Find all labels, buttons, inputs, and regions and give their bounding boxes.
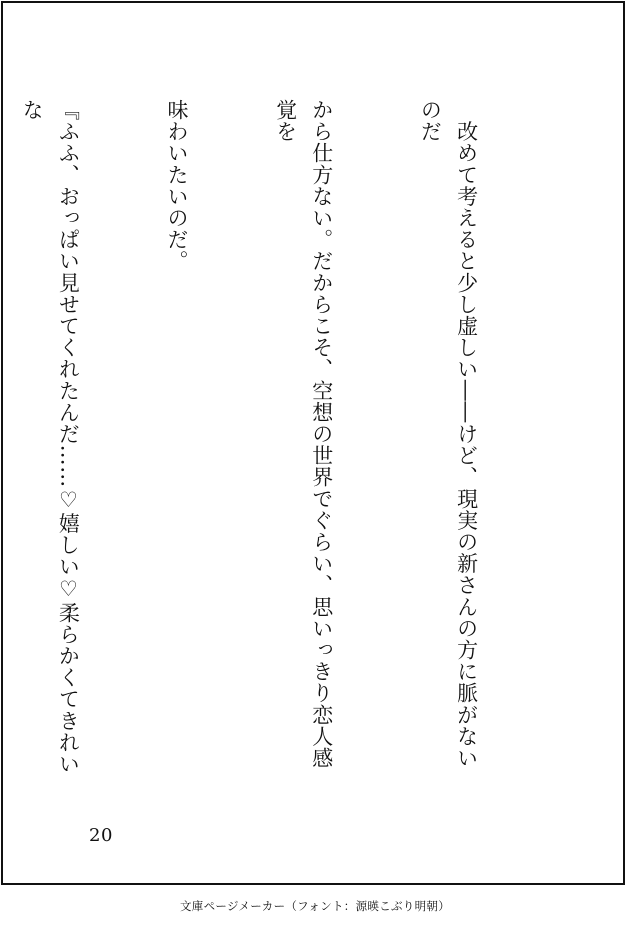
page-frame — [1, 1, 625, 885]
text-line: 『ふふ、おっぱい見せてくれたんだ……♡嬉しい♡柔らかくてきれいな — [20, 99, 81, 775]
text-line: 改めて考えると少し虚しい――けど、現実の新さんの方に脈がないのだ — [418, 99, 479, 769]
vertical-body-text — [20, 99, 557, 789]
page-number: 20 — [89, 825, 113, 846]
text-line: 味わいたいのだ。 — [164, 99, 189, 272]
text-line: から仕方ない。だからこそ、空想の世界でぐらい、思いっきり恋人感覚を — [273, 99, 334, 769]
footer-caption: 文庫ページメーカー（フォント：源暎こぶり明朝） — [179, 899, 451, 913]
